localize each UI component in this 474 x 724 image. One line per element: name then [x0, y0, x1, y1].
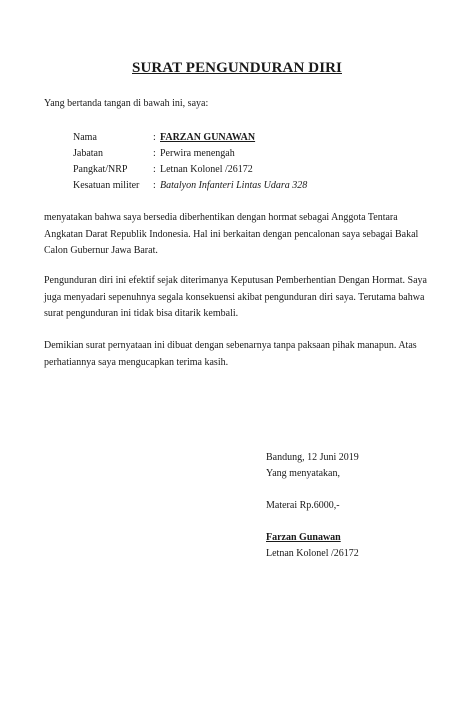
identity-row-position — [73, 146, 307, 162]
intro-line: Yang bertanda tangan di bawah ini, saya: — [44, 98, 209, 109]
identity-colon: : — [153, 164, 156, 175]
signature-statement: Yang menyatakan, — [266, 468, 340, 479]
signature-gap — [266, 482, 359, 498]
identity-colon: : — [153, 148, 156, 159]
place-date: Bandung, 12 Juni 2019 — [266, 452, 359, 463]
identity-block — [73, 130, 307, 194]
signer-rank: Letnan Kolonel /26172 — [266, 548, 359, 559]
identity-row-name — [73, 130, 307, 146]
identity-colon: : — [153, 132, 156, 143]
signature-gap — [266, 514, 359, 530]
identity-colon: : — [153, 180, 156, 191]
identity-label: Nama — [73, 132, 97, 143]
identity-row-rank — [73, 162, 307, 178]
paragraph-closing: Demikian surat pernyataan ini dibuat dengan sebenarnya tanpa paksaan pihak manapun. Atas perhatiannya saya mengucapkan terima kasih. — [44, 340, 417, 368]
identity-value-rank: Letnan Kolonel /26172 — [160, 164, 253, 175]
identity-label: Jabatan — [73, 148, 103, 159]
identity-label: Pangkat/NRP — [73, 164, 128, 175]
paragraph-effective: Pengunduran diri ini efektif sejak diterimanya Keputusan Pemberhentian Dengan Hormat. Saya juga menyadari sepenuhnya segala konsekuensi akibat pengunduran diri saya. Terutama bahwa surat pengunduran ini tidak bisa ditarik kembali. — [44, 275, 427, 319]
paragraph-statement: menyatakan bahwa saya bersedia diberhentikan dengan hormat sebagai Anggota Tentara Angkatan Darat Republik Indonesia. Hal ini berkaitan dengan pencalonan saya sebagai Bakal Calon Gubernur Jawa Barat. — [44, 212, 419, 256]
signature-block — [266, 450, 359, 562]
identity-value-name: FARZAN GUNAWAN — [160, 132, 256, 143]
identity-row-unit — [73, 178, 307, 194]
identity-value-unit: Batalyon Infanteri Lintas Udara 328 — [160, 180, 308, 191]
signer-name: Farzan Gunawan — [266, 532, 341, 543]
identity-label: Kesatuan militer — [73, 180, 140, 191]
identity-value-position: Perwira menengah — [160, 148, 235, 159]
letter-title: SURAT PENGUNDURAN DIRI — [132, 60, 342, 76]
materai-text: Materai Rp.6000,- — [266, 500, 340, 511]
